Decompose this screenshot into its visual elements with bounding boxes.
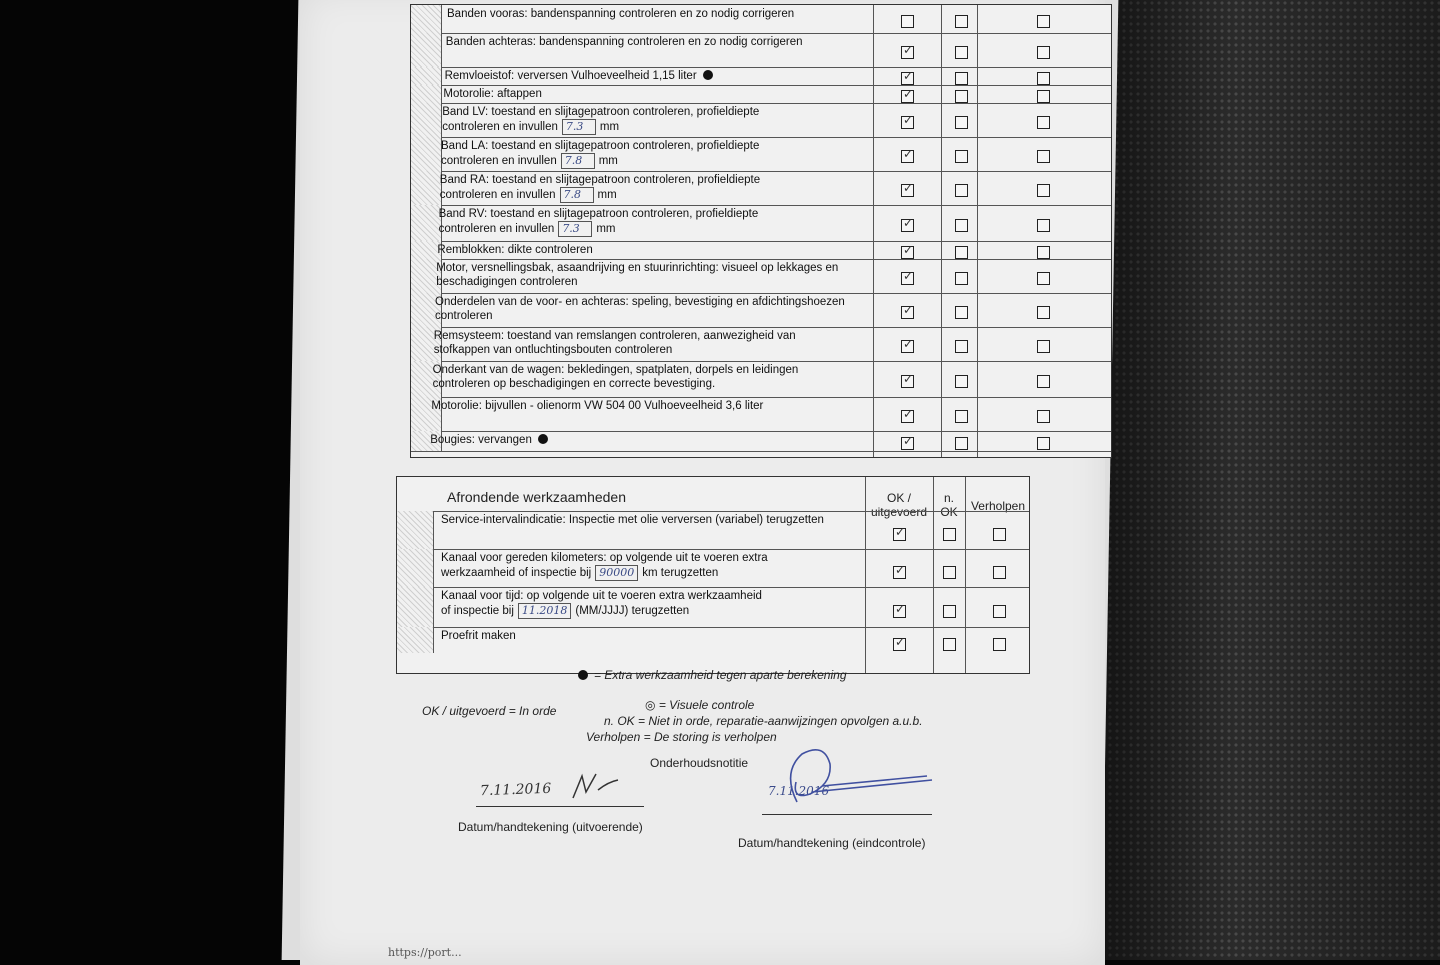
checklist-row	[411, 431, 1111, 452]
checkbox-ok[interactable]	[893, 566, 906, 579]
checkbox-fix[interactable]	[993, 566, 1006, 579]
checklist-item-text: Banden vooras: bandenspanning controleren en zo nodig corrigeren	[447, 8, 795, 20]
header-nok: n. OK	[940, 491, 958, 519]
checkbox-fix[interactable]	[1037, 46, 1050, 59]
checklist-row	[411, 67, 1111, 86]
row-hatch	[397, 549, 434, 587]
checkbox-nok[interactable]	[955, 246, 968, 259]
reset-value: 90000	[595, 565, 638, 581]
checklist-item-text: Band LA: toestand en slijtagepatroon controleren, profieldiepte controleren en invullen 7.8 mm	[441, 140, 760, 167]
checklist-item-text: Onderdelen van de voor- en achteras: speling, bevestiging en afdichtingshoezen controleren	[435, 296, 845, 322]
row-hatch	[411, 67, 442, 85]
afronding-item-text: Kanaal voor gereden kilometers: op volgende uit te voeren extra werkzaamheid of inspectie bij 90000 km terugzetten	[441, 552, 768, 579]
checkbox-nok[interactable]	[955, 437, 968, 450]
checkbox-fix[interactable]	[1037, 15, 1050, 28]
checklist-row	[411, 171, 1111, 206]
checklist-row	[411, 205, 1111, 242]
afronding-title: Afrondende werkzaamheden	[447, 489, 627, 505]
checkbox-ok[interactable]	[901, 46, 914, 59]
checklist-row	[411, 293, 1111, 328]
checkbox-ok[interactable]	[901, 15, 914, 28]
legend-fixed: Verholpen = De storing is verholpen	[586, 730, 777, 744]
row-hatch	[411, 85, 442, 103]
signature-right-caption: Datum/handtekening (eindcontrole)	[738, 836, 926, 850]
visual-check-icon: ◎	[645, 698, 656, 712]
checkbox-fix[interactable]	[1037, 116, 1050, 129]
checkbox-fix[interactable]	[1037, 375, 1050, 388]
row-hatch	[397, 587, 434, 627]
checkbox-fix[interactable]	[1037, 90, 1050, 103]
row-hatch	[411, 171, 442, 205]
tread-depth-value: 7.3	[562, 119, 596, 135]
checkbox-nok[interactable]	[955, 219, 968, 232]
checkbox-ok[interactable]	[893, 638, 906, 651]
checklist-row	[411, 259, 1111, 294]
signature-right-line	[762, 814, 932, 815]
signature-right-date: 7.11.2016	[768, 784, 830, 798]
header-ok: OK / uitgevoerd	[870, 491, 928, 519]
checklist-row	[411, 241, 1111, 260]
checklist-row	[411, 5, 1111, 34]
extra-work-dot-icon	[703, 70, 713, 80]
checklist-row	[411, 33, 1111, 68]
legend-nok: n. OK = Niet in orde, reparatie-aanwijzingen opvolgen a.u.b.	[604, 714, 923, 728]
checkbox-fix[interactable]	[993, 528, 1006, 541]
checklist-item-text: Remsysteem: toestand van remslangen controleren, aanwezigheid van stofkappen van ontluchtingsbouten controleren	[433, 330, 796, 356]
checkbox-ok[interactable]	[901, 246, 914, 259]
checkbox-nok[interactable]	[955, 15, 968, 28]
checkbox-fix[interactable]	[1037, 437, 1050, 450]
checklist-item-text: Banden achteras: bandenspanning controleren en zo nodig corrigeren	[445, 36, 803, 48]
row-hatch	[411, 103, 442, 137]
signature-right-scribble	[762, 742, 942, 812]
checklist-row	[411, 327, 1111, 362]
checkbox-fix[interactable]	[1037, 306, 1050, 319]
row-hatch	[397, 511, 434, 549]
maintenance-form	[300, 0, 1105, 965]
footer-url: https://port...	[388, 946, 462, 959]
afronding-item-text: Service-intervalindicatie: Inspectie met olie verversen (variabel) terugzetten	[441, 514, 824, 526]
checkbox-nok[interactable]	[955, 72, 968, 85]
checkbox-nok[interactable]	[955, 46, 968, 59]
checklist-row	[411, 103, 1111, 138]
checkbox-fix[interactable]	[1037, 272, 1050, 285]
reset-value: 11.2018	[518, 603, 572, 619]
checkbox-ok[interactable]	[901, 272, 914, 285]
checklist-item-text: Remblokken: dikte controleren	[437, 244, 593, 256]
checklist-item-text: Motorolie: bijvullen - olienorm VW 504 00 Vulhoeveelheid 3,6 liter	[431, 400, 764, 412]
checkbox-fix[interactable]	[1037, 340, 1050, 353]
checkbox-ok[interactable]	[901, 184, 914, 197]
tread-depth-value: 7.8	[561, 153, 595, 169]
checkbox-fix[interactable]	[1037, 246, 1050, 259]
checklist-row	[411, 361, 1111, 398]
checkbox-ok[interactable]	[893, 605, 906, 618]
checkbox-nok[interactable]	[955, 90, 968, 103]
signature-left-date: 7.11.2016	[479, 780, 552, 800]
row-hatch	[411, 33, 442, 67]
afronding-row	[397, 549, 1029, 588]
notes-title: Onderhoudsnotitie	[650, 756, 749, 770]
checkbox-fix[interactable]	[1037, 410, 1050, 423]
checkbox-nok[interactable]	[955, 150, 968, 163]
afronding-item-text: Kanaal voor tijd: op volgende uit te voeren extra werkzaamheid of inspectie bij 11.2018 (MM/JJJJ) terugzetten	[441, 590, 762, 617]
tread-depth-value: 7.8	[560, 187, 594, 203]
checklist-item-text: Motorolie: aftappen	[443, 88, 542, 100]
checkbox-nok[interactable]	[955, 184, 968, 197]
checkbox-ok[interactable]	[893, 528, 906, 541]
row-hatch	[411, 5, 442, 33]
checkbox-nok[interactable]	[955, 306, 968, 319]
checkbox-nok[interactable]	[955, 340, 968, 353]
extra-dot-icon	[578, 670, 588, 680]
checklist-row	[411, 397, 1111, 432]
checkbox-fix[interactable]	[993, 638, 1006, 651]
checkbox-ok[interactable]	[901, 306, 914, 319]
checklist-item-text: Onderkant van de wagen: bekledingen, spatplaten, dorpels en leidingen controleren op beschadigingen en correcte bevestiging.	[432, 364, 799, 390]
afronding-row	[397, 587, 1029, 628]
checklist-row	[411, 137, 1111, 172]
checkbox-ok[interactable]	[901, 72, 914, 85]
checkbox-ok[interactable]	[901, 219, 914, 232]
checklist-item-text: Band LV: toestand en slijtagepatroon controleren, profieldiepte controleren en invullen 7.3 mm	[442, 106, 760, 133]
afronding-item-text: Proefrit maken	[441, 630, 516, 642]
afronding-row	[397, 511, 1029, 550]
checkbox-fix[interactable]	[1037, 72, 1050, 85]
row-hatch	[411, 205, 442, 241]
seat-shadow	[1100, 0, 1440, 960]
checkbox-nok[interactable]	[955, 375, 968, 388]
checklist-row	[411, 85, 1111, 104]
header-fix: Verholpen	[970, 499, 1026, 513]
afronding-row	[397, 627, 1029, 653]
afronding-table	[396, 476, 1030, 674]
checkbox-nok[interactable]	[943, 638, 956, 651]
checkbox-fix[interactable]	[993, 605, 1006, 618]
checkbox-ok[interactable]	[901, 410, 914, 423]
checkbox-nok[interactable]	[955, 116, 968, 129]
checklist-item-text: Band RV: toestand en slijtagepatroon controleren, profieldiepte controleren en invullen 7.3 mm	[438, 208, 759, 235]
checkbox-ok[interactable]	[901, 340, 914, 353]
checkbox-fix[interactable]	[1037, 150, 1050, 163]
legend-ok: OK / uitgevoerd = In orde	[422, 704, 557, 718]
checklist-item-text: Remvloeistof: verversen Vulhoeveelheid 1,15 liter	[445, 69, 865, 83]
afronding-header-row	[397, 477, 1029, 512]
extra-work-dot-icon	[538, 434, 548, 444]
signature-left-line	[476, 806, 644, 807]
checkbox-nok[interactable]	[955, 410, 968, 423]
row-hatch	[397, 627, 434, 653]
checklist-table	[410, 4, 1112, 458]
row-hatch	[411, 137, 442, 171]
checkbox-fix[interactable]	[1037, 184, 1050, 197]
checkbox-nok[interactable]	[943, 528, 956, 541]
checkbox-nok[interactable]	[955, 272, 968, 285]
signature-left-scribble	[568, 768, 628, 804]
checklist-item-text: Motor, versnellingsbak, asaandrijving en stuurinrichting: visueel op lekkages en beschadigingen controleren	[436, 262, 839, 288]
checklist-item-text: Band RA: toestand en slijtagepatroon controleren, profieldiepte controleren en invullen 7.8 mm	[439, 174, 761, 201]
checkbox-ok[interactable]	[901, 90, 914, 103]
checkbox-nok[interactable]	[943, 566, 956, 579]
checkbox-nok[interactable]	[943, 605, 956, 618]
checkbox-ok[interactable]	[901, 150, 914, 163]
checklist-item-text: Bougies: vervangen	[430, 433, 850, 447]
checkbox-ok[interactable]	[901, 375, 914, 388]
signature-left-caption: Datum/handtekening (uitvoerende)	[458, 820, 643, 834]
tread-depth-value: 7.3	[558, 221, 592, 237]
checkbox-ok[interactable]	[901, 437, 914, 450]
legend-extra: = Extra werkzaamheid tegen aparte berekening	[572, 668, 847, 682]
legend-visual: ◎ = Visuele controle	[645, 698, 755, 712]
checkbox-fix[interactable]	[1037, 219, 1050, 232]
checkbox-ok[interactable]	[901, 116, 914, 129]
